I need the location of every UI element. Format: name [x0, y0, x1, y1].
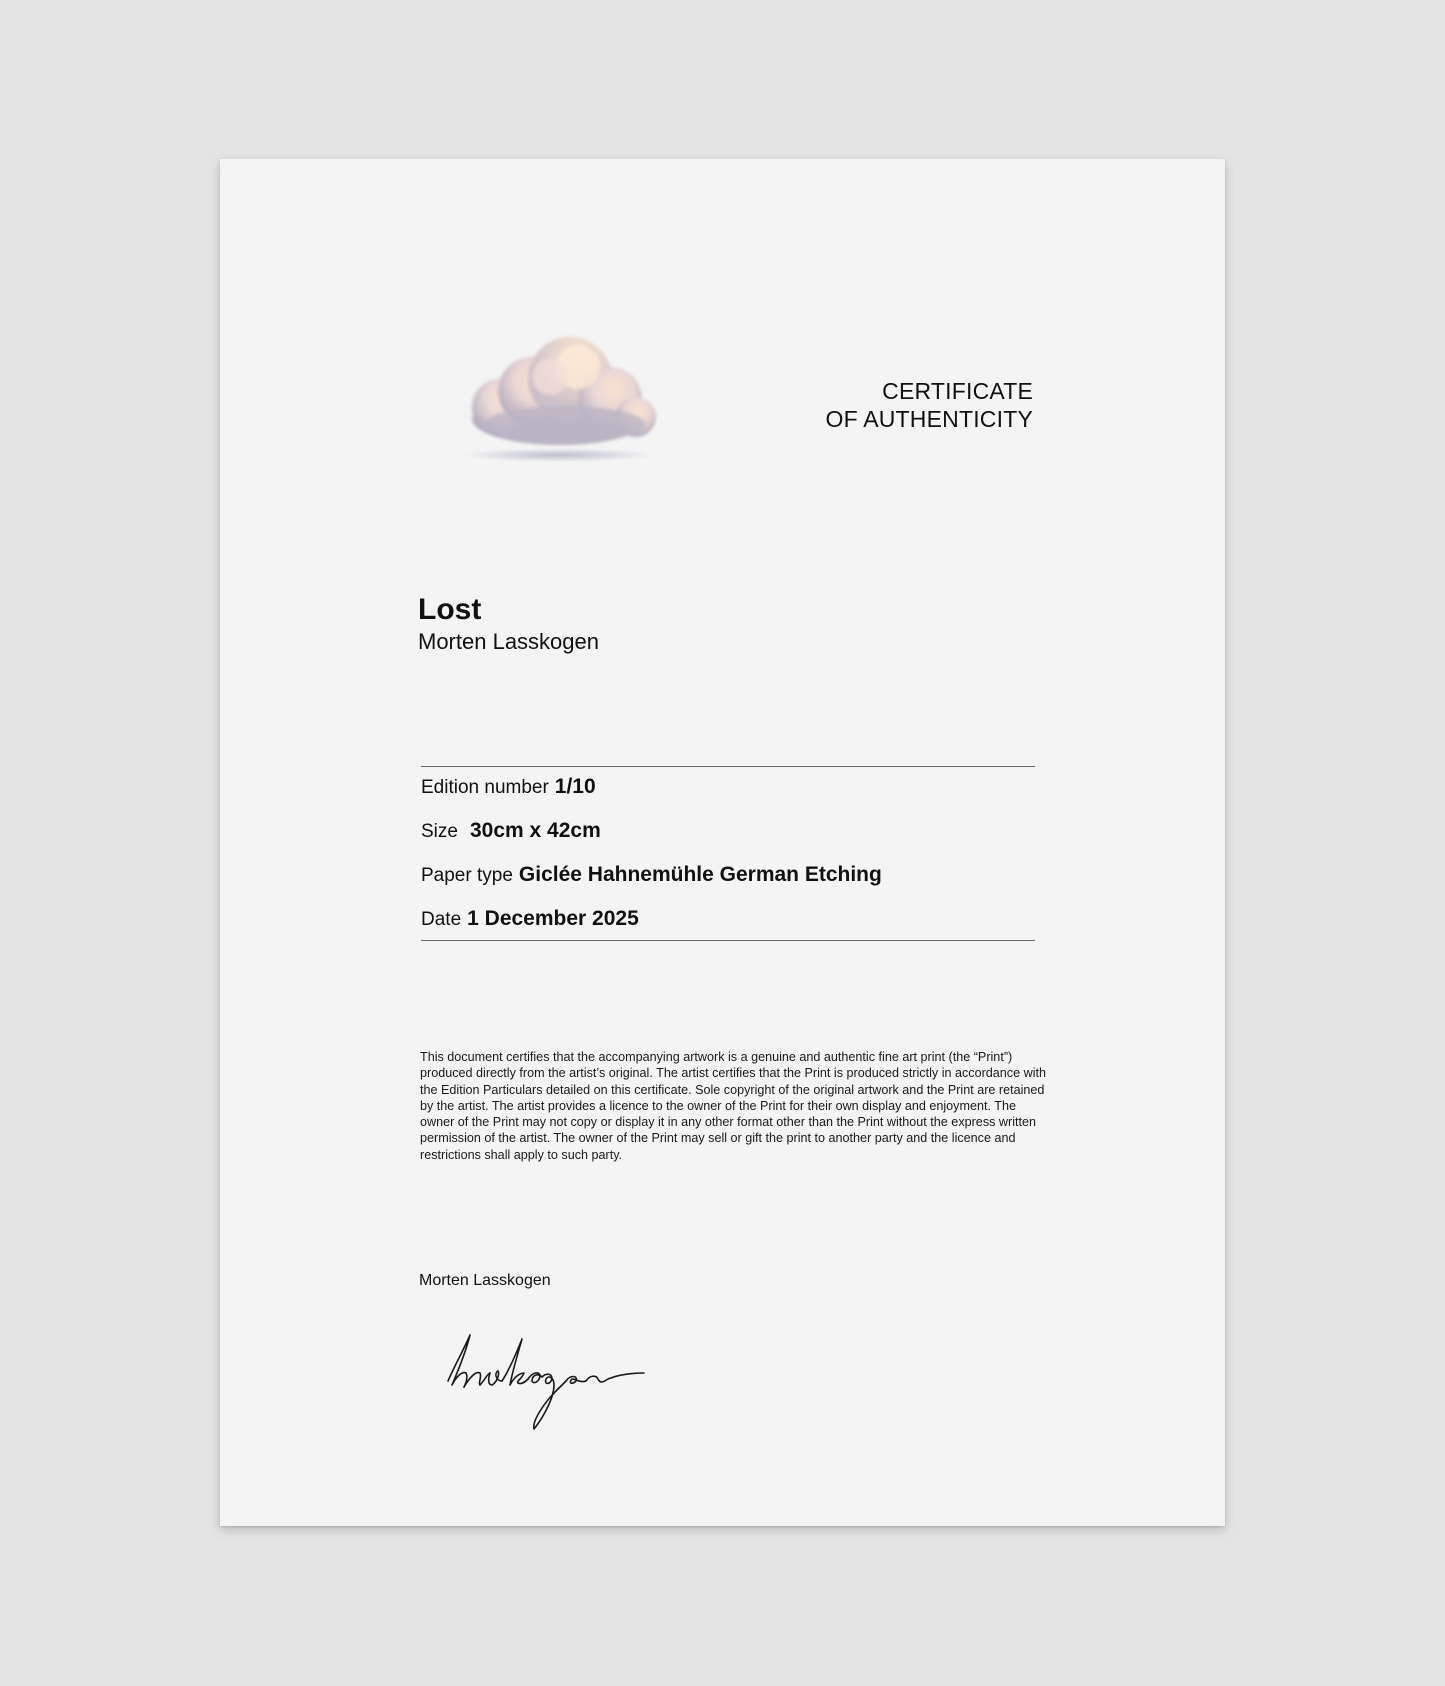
detail-date	[421, 907, 639, 931]
details-top-divider	[421, 766, 1035, 767]
detail-edition-number	[421, 775, 596, 799]
detail-value: 30cm x 42cm	[469, 819, 601, 842]
artwork-artist: Morten Lasskogen	[418, 629, 599, 654]
detail-value: 1 December 2025	[467, 907, 639, 930]
detail-label: Size	[421, 821, 458, 842]
detail-label: Edition number	[421, 777, 549, 798]
detail-size	[421, 819, 601, 843]
detail-value: Giclée Hahnemühle German Etching	[518, 863, 882, 886]
cloud-artwork-icon	[460, 329, 660, 469]
certification-statement: This document certifies that the accompanying artwork is a genuine and authentic fine art print (the “Print”) produced directly from the artist’s original. The artist certifies that the Print is produced strictly in accordance with the Edition Particulars detailed on this certificate. Sole copyright of the original artwork and the Print are retained by the artist. The artist provides a licence to the owner of the Print for their own display and enjoyment. The owner of the Print may not copy or display it in any other format other than the Print without the express written permission of the artist. The owner of the Print may sell or gift the print to another party and the licence and restrictions shall apply to such party.	[420, 1050, 1046, 1162]
detail-paper-type	[421, 863, 882, 887]
signatory-name: Morten Lasskogen	[419, 1272, 551, 1289]
certificate-sheet	[220, 159, 1225, 1526]
certificate-heading	[826, 377, 1033, 433]
detail-label: Date	[421, 909, 462, 930]
certificate-heading-line1: CERTIFICATE	[882, 378, 1033, 404]
detail-label: Paper type	[421, 865, 513, 886]
detail-value: 1/10	[554, 775, 596, 798]
certificate-heading-line2: OF AUTHENTICITY	[825, 406, 1033, 432]
details-bottom-divider	[421, 940, 1035, 941]
handwritten-signature	[440, 1329, 650, 1434]
artwork-title: Lost	[418, 593, 482, 626]
